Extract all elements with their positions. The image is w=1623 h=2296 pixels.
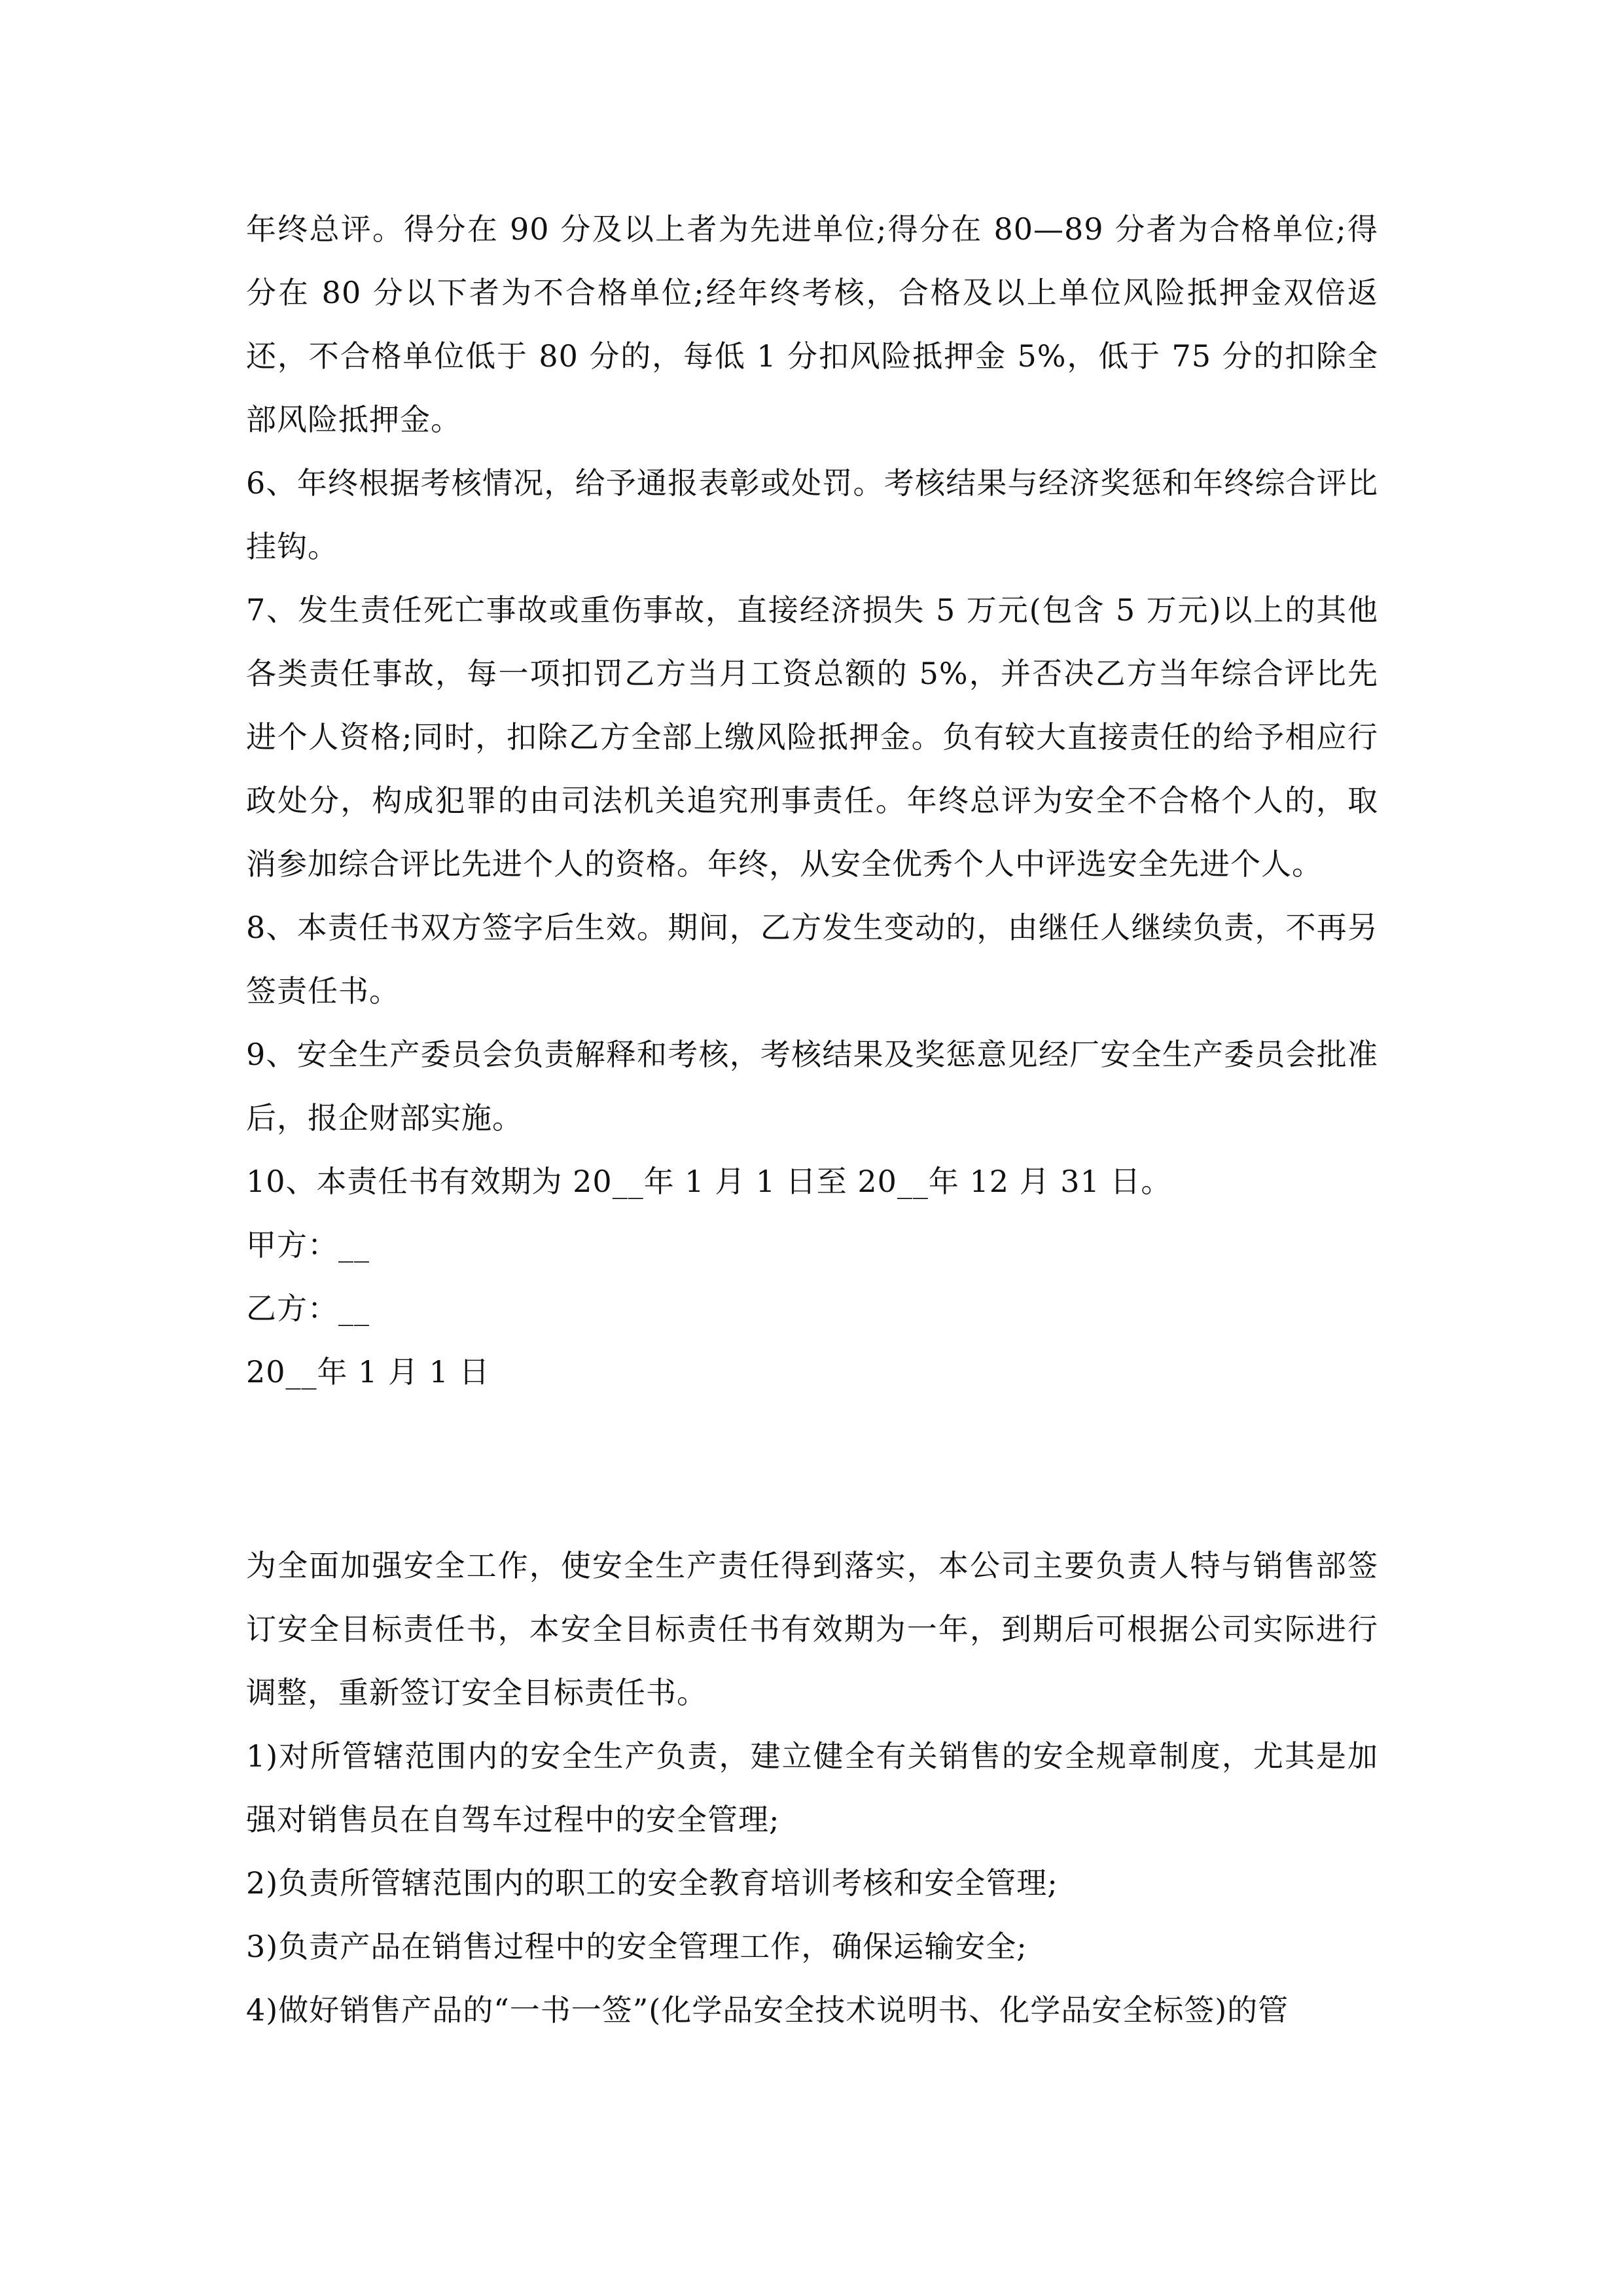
paragraph-duty-4: 4)做好销售产品的“一书一签”(化学品安全技术说明书、化学品安全标签)的管 [246,1992,1289,2028]
paragraph-annual-review: 年终总评。得分在 90 分及以上者为先进单位;得分在 80—89 分者为合格单位;得分在 80 分以下者为不合格单位;经年终考核，合格及以上单位风险抵押金双倍返还，不合格单位低于 80 分的，每低 1 分扣风险抵押金 5%，低于 75 分的扣除全部风险抵押金。 [246,211,1378,437]
section-two [246,1534,1378,2042]
paragraph-item-10: 10、本责任书有效期为 20__年 1 月 1 日至 20__年 12 月 31 日。 [246,1164,1172,1199]
paragraph-intro: 为全面加强安全工作，使安全生产责任得到落实，本公司主要负责人特与销售部签订安全目标责任书，本安全目标责任书有效期为一年，到期后可根据公司实际进行调整，重新签订安全目标责任书。 [246,1548,1378,1710]
paragraph-duty-2: 2)负责所管辖范围内的职工的安全教育培训考核和安全管理; [246,1865,1058,1901]
signature-date: 20__年 1 月 1 日 [246,1354,490,1390]
paragraph-item-6: 6、年终根据考核情况，给予通报表彰或处罚。考核结果与经济奖惩和年终综合评比挂钩。 [246,465,1378,564]
signature-party-b: 乙方：__ [246,1291,370,1326]
signature-party-a: 甲方：__ [246,1227,370,1263]
paragraph-duty-1: 1)对所管辖范围内的安全生产负责，建立健全有关销售的安全规章制度，尤其是加强对销售员在自驾车过程中的安全管理; [246,1738,1378,1837]
paragraph-item-9: 9、安全生产委员会负责解释和考核，考核结果及奖惩意见经厂安全生产委员会批准后，报企财部实施。 [246,1037,1378,1136]
paragraph-item-8: 8、本责任书双方签字后生效。期间，乙方发生变动的，由继任人继续负责，不再另签责任书。 [246,910,1378,1009]
paragraph-item-7: 7、发生责任死亡事故或重伤事故，直接经济损失 5 万元(包含 5 万元)以上的其他各类责任事故，每一项扣罚乙方当月工资总额的 5%，并否决乙方当年综合评比先进个人资格;同时，扣除乙方全部上缴风险抵押金。负有较大直接责任的给予相应行政处分，构成犯罪的由司法机关追究刑事责任。年终总评为安全不合格个人的，取消参加综合评比先进个人的资格。年终，从安全优秀个人中评选安全先进个人。 [246,592,1378,882]
section-one [246,198,1378,1404]
paragraph-duty-3: 3)负责产品在销售过程中的安全管理工作，确保运输安全; [246,1929,1027,1964]
